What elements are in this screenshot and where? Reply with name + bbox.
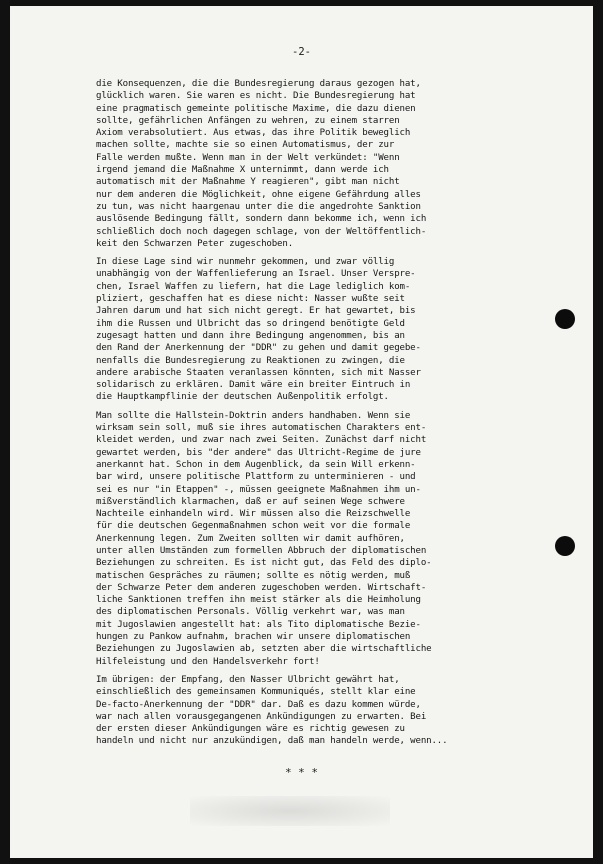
text-line: solidarisch zu erklären. Damit wäre ein breiter Eintruch in [96,380,411,391]
text-line: wirksam sein soll, muß sie ihres automatischen Charakters ent- [96,423,427,434]
document-page [10,6,593,858]
text-line: Anerkennung legen. Zum Zweiten sollten wir damit aufhören, [96,533,405,544]
text-line: glücklich waren. Sie waren es nicht. Die Bundesregierung hat [96,91,416,102]
text-line: die Konsequenzen, die die Bundesregierung daraus gezogen hat, [96,79,421,89]
text-line: andere arabische Staaten veranlassen könnten, sich mit Nasser [96,367,421,378]
text-line: keit den Schwarzen Peter zugeschoben. [96,238,294,249]
paragraph [96,256,571,404]
text-line: liche Sanktionen treffen ihn meist stärker als die Heimholung [96,595,421,606]
text-line: De-facto-Anerkennung der "DDR" dar. Daß es dazu kommen würde, [96,699,421,710]
paragraph [96,78,571,250]
text-line: gewartet werden, bis "der andere" das Ultricht-Regime de jure [96,447,421,458]
text-line: war nach allen vorausgegangenen Ankündigungen zu erwarten. Bei [96,711,427,722]
text-line: bar wird, unsere politische Plattform zu unterminieren - und [96,472,416,483]
text-line: chen, Israel Waffen zu liefern, hat die Lage lediglich kom- [96,281,411,292]
text-line: kleidet werden, und zwar nach zwei Seiten. Zunächst darf nicht [96,435,427,446]
text-line: Axiom verabsolutiert. Aus etwas, das ihre Politik beweglich [96,128,411,139]
punch-hole [555,309,575,329]
text-line: sei es nur "in Etappen" -, müssen geeignete Maßnahmen ihm un- [96,484,421,495]
text-line: unter allen Umständen zum formellen Abbruch der diplomatischen [96,545,427,556]
text-line: Im übrigen: der Empfang, den Nasser Ulbricht gewährt hat, [96,674,400,685]
text-line: zu tun, was nicht haargenau unter die die angedrohte Sanktion [96,201,421,212]
text-line: Beziehungen zu Jugoslawien ab, setzten aber die wirtschaftliche [96,644,432,655]
text-line: matischen Gespräches zu räumen; sollte es nötig werden, muß [96,570,411,581]
end-mark: * * * [284,766,319,779]
page-number: -2- [292,46,311,58]
text-line: Falle werden mußte. Wenn man in der Welt verkündet: "Wenn [96,152,400,163]
text-line: In diese Lage sind wir nunmehr gekommen, und zwar völlig [96,257,395,268]
text-line: Hilfeleistung und den Handelsverkehr fort! [96,656,320,667]
text-line: der ersten dieser Ankündigungen wäre es richtig gewesen zu [96,724,405,735]
text-line: auslösende Bedingung fällt, sondern dann bekomme ich, wenn ich [96,214,427,225]
text-line: nenfalls die Bundesregierung zu Reaktionen zu zwingen, die [96,355,405,366]
text-line: mißverständlich klarmachen, daß er auf seinen Wege schwere [96,496,405,507]
scan-smudge [190,796,390,826]
text-line: die Hauptkampflinie der deutschen Außenpolitik erfolgt. [96,392,389,403]
text-line: Nachteile einhandeln wird. Wir müssen also die Reizschwelle [96,509,411,520]
paragraph [96,410,571,668]
text-line: einschließlich des gemeinsamen Kommuniqués, stellt klar eine [96,687,416,698]
text-line: hungen zu Pankow aufnahm, brachen wir unsere diplomatischen [96,632,411,643]
text-line: zugesagt hatten und dann ihre Bedingung angenommen, bis an [96,330,405,341]
text-line: sollte, gefährlichen Anfängen zu wehren, zu einem starren [96,115,400,126]
text-line: für die deutschen Gegenmaßnahmen schon weit vor die formale [96,521,411,532]
text-line: schließlich doch noch dagegen schlage, von der Weltöffentlich- [96,226,427,237]
text-line: Man sollte die Hallstein-Doktrin anders handhaben. Wenn sie [96,410,411,421]
text-line: Beziehungen zu schreiten. Es ist nicht gut, das Feld des diplo- [96,558,432,569]
punch-hole [555,536,575,556]
text-line: handeln und nicht nur anzukündigen, daß man handeln werde, wenn... [96,736,448,747]
text-line: ihm die Russen und Ulbricht das so dringend benötigte Geld [96,318,405,329]
paragraph [96,674,571,748]
text-line: eine pragmatisch gemeinte politische Maxime, die dazu dienen [96,103,416,114]
text-line: automatisch mit der Maßnahme Y reagieren", gibt man nicht [96,177,400,188]
text-line: unabhängig von der Waffenlieferung an Israel. Unser Verspre- [96,269,416,280]
text-line: der Schwarze Peter dem anderen zugeschoben werden. Wirtschaft- [96,582,427,593]
text-line: des diplomatischen Personals. Völlig verkehrt war, was man [96,607,405,618]
text-line: machen sollte, machte sie so einen Automatismus, der zur [96,140,395,151]
text-line: Jahren darum und hat sich nicht geregt. Er hat gewartet, bis [96,306,416,317]
text-line: mit Jugoslawien angestellt hat: als Tito diplomatische Bezie- [96,619,421,630]
text-line: nur dem anderen die Möglichkeit, ohne eigene Gefährdung alles [96,189,421,200]
text-line: pliziert, geschaffen hat es diese nicht: Nasser wußte seit [96,294,405,305]
document-body [96,78,571,754]
text-line: den Rand der Anerkennung der "DDR" zu gehen und damit gegebe- [96,343,421,354]
text-line: anerkannt hat. Schon in dem Augenblick, da sein Will erkenn- [96,459,416,470]
text-line: irgend jemand die Maßnahme X unternimmt, dann werde ich [96,165,389,176]
